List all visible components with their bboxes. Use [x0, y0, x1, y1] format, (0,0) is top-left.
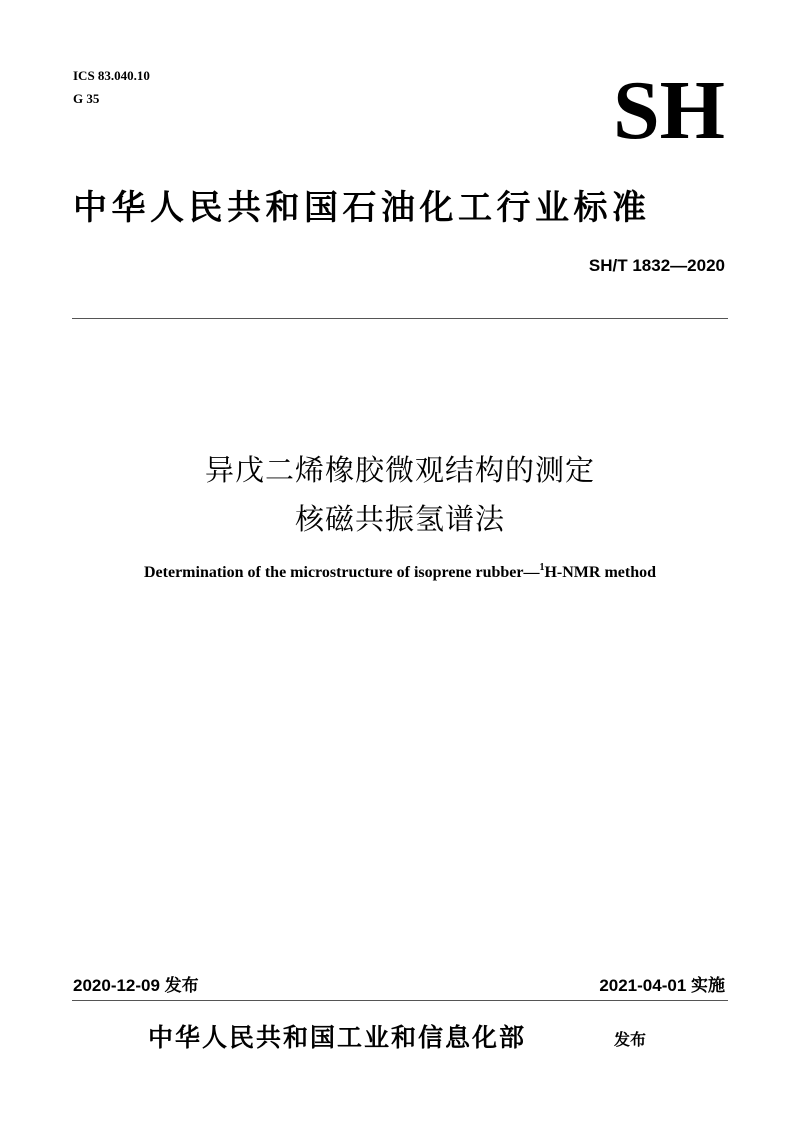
- issue-date: 2020-12-09 发布: [73, 976, 199, 995]
- ics-code: ICS 83.040.10: [73, 68, 150, 83]
- title-en-main: Determination of the microstructure of isoprene rubber—: [143, 564, 540, 581]
- publisher-name: 中华人民共和国工业和信息化部: [148, 1023, 527, 1052]
- title-en: [0, 563, 800, 583]
- title-zh-line2: 核磁共振氢谱法: [294, 502, 505, 536]
- standard-category: 中华人民共和国石油化工行业标准: [73, 188, 651, 228]
- bottom-divider: [72, 1000, 728, 1001]
- publisher-action: 发布: [614, 1030, 647, 1049]
- title-en-superscript: 1: [539, 562, 545, 573]
- standard-number: SH/T 1832—2020: [588, 256, 725, 275]
- top-divider: [72, 318, 728, 319]
- classification-code: G 35: [73, 91, 100, 106]
- sh-logo: SH: [612, 64, 725, 157]
- title-en-method: H-NMR method: [544, 564, 657, 581]
- implementation-date: 2021-04-01 实施: [599, 976, 725, 995]
- title-zh-line1: 异戊二烯橡胶微观结构的测定: [204, 453, 595, 487]
